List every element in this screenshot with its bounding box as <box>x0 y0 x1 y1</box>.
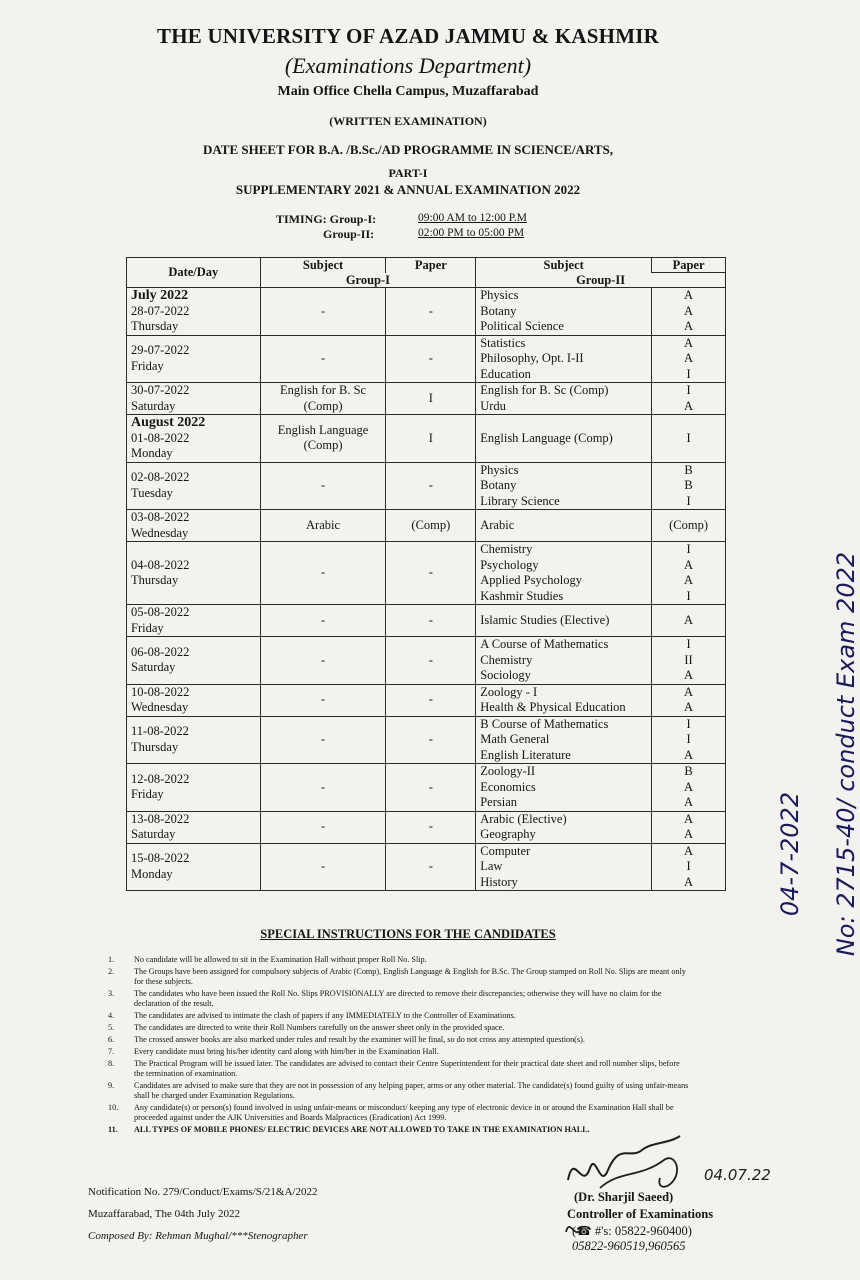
group2-subject: Sociology <box>480 668 531 682</box>
group1-subject: - <box>320 692 326 707</box>
group1-subject-cell <box>260 764 386 812</box>
table-row <box>127 462 726 510</box>
group2-paper: I <box>686 493 691 508</box>
group2-paper: I <box>686 732 691 746</box>
date-sheet-table <box>126 257 726 891</box>
instruction-number: 6. <box>108 1035 115 1044</box>
date-cell <box>127 335 261 383</box>
group2-subject: English Language (Comp) <box>480 430 613 445</box>
group1-subject-cell <box>260 605 386 637</box>
group2-subject: Political Science <box>480 319 564 333</box>
group1-subject: (Comp) <box>303 398 343 413</box>
date-value: 05-08-2022 <box>131 605 190 619</box>
instruction-number: 9. <box>108 1081 115 1090</box>
group1-subject: - <box>320 612 326 627</box>
date-value: 06-08-2022 <box>131 644 190 659</box>
group2-subject: Math General <box>480 732 550 746</box>
table-row <box>127 335 726 383</box>
timing-group1-label: TIMING: Group-I: <box>276 212 377 226</box>
group2-paper: A <box>684 779 694 794</box>
group2-paper-cell <box>652 415 726 463</box>
day-value: Monday <box>131 446 173 460</box>
timing-group2-label: Group-II: <box>323 227 375 241</box>
group2-paper: A <box>684 573 694 587</box>
group2-subject: Computer <box>480 843 531 858</box>
group2-paper: A <box>684 700 694 714</box>
group2-subject: Education <box>480 366 531 381</box>
group2-subject: B Course of Mathematics <box>480 716 609 731</box>
date-value: 10-08-2022 <box>131 684 190 699</box>
header-paper-group1: Paper <box>386 258 476 273</box>
controller-phone: (☎ #'s: 05822-960400) <box>572 1224 692 1238</box>
group1-paper-cell: - <box>386 716 476 764</box>
table-row <box>127 811 726 843</box>
month-label: July 2022 <box>131 288 189 303</box>
group2-paper: I <box>686 637 691 651</box>
group1-subject: - <box>320 565 326 580</box>
day-value: Wednesday <box>131 525 189 540</box>
table-row <box>127 637 726 685</box>
group2-paper-cell <box>652 843 726 891</box>
group2-paper-cell <box>652 684 726 716</box>
group2-subject-cell <box>476 335 652 383</box>
day-value: Friday <box>131 620 164 635</box>
group2-subject: Urdu <box>480 398 506 413</box>
date-cell <box>127 415 261 463</box>
day-value: Thursday <box>131 739 179 754</box>
group1-paper-cell: - <box>386 684 476 716</box>
instruction-text: The candidates are directed to write their Roll Numbers carefully on the answer sheet only in the provided space. <box>134 1023 505 1032</box>
group2-paper-cell <box>652 637 726 685</box>
controller-phone-alt: 05822-960519,960565 <box>572 1239 686 1253</box>
group2-paper: I <box>686 383 691 397</box>
table-row <box>127 605 726 637</box>
day-value: Friday <box>131 358 164 373</box>
date-cell <box>127 843 261 891</box>
group2-paper: A <box>684 303 694 318</box>
timing-group1-value: 09:00 AM to 12:00 P.M <box>418 212 527 224</box>
group2-subject-cell <box>476 288 652 336</box>
group2-subject-cell <box>476 843 652 891</box>
group2-subject: Botany <box>480 478 517 492</box>
group1-subject: - <box>320 652 326 667</box>
group2-paper-cell <box>652 605 726 637</box>
date-value: 13-08-2022 <box>131 811 190 826</box>
group2-paper: A <box>684 843 694 858</box>
group2-paper: I <box>686 430 691 445</box>
group2-subject: Arabic <box>480 517 515 532</box>
date-value: 01-08-2022 <box>131 430 190 445</box>
group1-subject: English Language <box>277 422 369 437</box>
instruction-item <box>108 967 690 987</box>
group2-paper-cell <box>652 462 726 510</box>
group2-paper-cell <box>652 288 726 336</box>
group1-subject-cell <box>260 510 386 542</box>
group2-paper: I <box>686 366 691 381</box>
date-value: 30-07-2022 <box>131 383 190 397</box>
date-value: 04-08-2022 <box>131 557 190 572</box>
group1-subject-cell <box>260 462 386 510</box>
instruction-item <box>108 1081 690 1101</box>
group2-subject: Health & Physical Education <box>480 700 626 714</box>
group1-subject-cell <box>260 716 386 764</box>
group2-subject: Zoology-II <box>480 764 536 778</box>
group1-subject-cell <box>260 811 386 843</box>
group2-subject: Islamic Studies (Elective) <box>480 612 610 627</box>
group1-paper-cell: (Comp) <box>386 510 476 542</box>
group2-paper: A <box>684 874 694 889</box>
group2-paper: A <box>684 335 694 350</box>
header-subject-group2: Subject <box>476 258 652 273</box>
group2-paper-cell <box>652 764 726 812</box>
group2-subject-cell <box>476 684 652 716</box>
group1-paper-cell: I <box>386 415 476 463</box>
signer-name: (Dr. Sharjil Saeed) <box>574 1190 674 1204</box>
group1-subject: - <box>320 819 326 834</box>
table-header-row <box>127 258 726 273</box>
group2-subject-cell <box>476 462 652 510</box>
header-date-day: Date/Day <box>127 258 261 288</box>
group2-paper: A <box>684 612 694 627</box>
group1-subject: - <box>320 303 326 318</box>
composed-by: Composed By: Rehman Mughal/***Stenographer <box>88 1230 308 1242</box>
table-row <box>127 288 726 336</box>
group2-subject: Philosophy, Opt. I-II <box>480 351 584 365</box>
day-value: Thursday <box>131 319 179 333</box>
date-value: 28-07-2022 <box>131 303 190 318</box>
header-group2: Group-II <box>476 273 726 288</box>
group2-subject: Economics <box>480 779 536 794</box>
date-value: 11-08-2022 <box>131 724 189 739</box>
group1-subject: Arabic <box>306 517 341 532</box>
group2-paper: I <box>686 716 691 731</box>
group2-paper: B <box>684 462 693 477</box>
group2-subject-cell <box>476 510 652 542</box>
date-value: 29-07-2022 <box>131 343 190 358</box>
table-row <box>127 843 726 891</box>
date-cell <box>127 288 261 336</box>
group1-subject: - <box>320 478 326 492</box>
date-cell <box>127 542 261 605</box>
group2-paper: B <box>684 478 693 492</box>
group2-paper-cell <box>652 335 726 383</box>
group2-subject: Psychology <box>480 557 539 572</box>
header-group1: Group-I <box>260 273 476 288</box>
group1-paper-cell: - <box>386 605 476 637</box>
group2-paper: I <box>686 542 691 556</box>
group2-paper: A <box>684 684 694 699</box>
table-row <box>127 383 726 415</box>
written-exam-label: (WRITTEN EXAMINATION) <box>329 114 487 128</box>
table-row <box>127 542 726 605</box>
group2-paper: A <box>684 319 694 333</box>
instruction-item <box>108 1023 690 1033</box>
instructions-list <box>108 955 690 1137</box>
department-title: (Examinations Department) <box>284 53 532 78</box>
group2-paper: A <box>684 398 694 413</box>
group1-subject: - <box>320 859 326 873</box>
day-value: Wednesday <box>131 700 189 714</box>
group2-paper: A <box>684 288 694 302</box>
instruction-item <box>108 1047 690 1057</box>
instruction-text: Candidates are advised to make sure that they are not in possession of any helping paper, arms or any other material. The candidate(s) found guilty of using unfair-means shall be charged under Examination Regulations. <box>134 1081 689 1100</box>
instruction-text: The Groups have been assigned for compulsory subjects of Arabic (Comp), English Language & English for B.Sc. The Group stamped on Roll No. Slips are meant only for these subjects. <box>134 967 686 986</box>
signature-mark <box>560 1130 700 1220</box>
group1-subject-cell <box>260 542 386 605</box>
day-value: Saturday <box>131 660 176 675</box>
instruction-text: Every candidate must bring his/her identity card along with him/her in the Examination Hall. <box>134 1047 439 1056</box>
group1-subject-cell <box>260 684 386 716</box>
instruction-number: 11. <box>108 1125 118 1134</box>
group2-paper-cell <box>652 716 726 764</box>
date-cell <box>127 637 261 685</box>
group2-subject: Persian <box>480 795 518 809</box>
group1-subject-cell <box>260 335 386 383</box>
group1-subject: English for B. Sc <box>279 383 367 397</box>
group1-paper-cell: - <box>386 843 476 891</box>
group2-subject: A Course of Mathematics <box>480 637 609 651</box>
month-label: August 2022 <box>131 415 206 430</box>
group2-paper: B <box>684 764 693 778</box>
group2-subject-cell <box>476 811 652 843</box>
group1-subject-cell <box>260 288 386 336</box>
group1-subject: - <box>320 351 326 365</box>
instruction-text: The candidates are advised to intimate the clash of papers if any IMMEDIATELY to the Controller of Examinations. <box>134 1011 516 1020</box>
group2-subject-cell <box>476 383 652 415</box>
date-value: 15-08-2022 <box>131 851 190 866</box>
table-row <box>127 764 726 812</box>
group2-paper-cell <box>652 510 726 542</box>
header-paper-group2: Paper <box>652 258 726 273</box>
instruction-number: 5. <box>108 1023 115 1032</box>
group2-subject-cell <box>476 415 652 463</box>
day-value: Saturday <box>131 398 176 413</box>
group2-subject: English Literature <box>480 747 571 762</box>
group1-paper-cell: - <box>386 462 476 510</box>
date-cell <box>127 684 261 716</box>
group1-paper-cell: - <box>386 288 476 336</box>
group2-subject: Arabic (Elective) <box>480 811 567 826</box>
group2-paper-cell <box>652 383 726 415</box>
date-cell <box>127 716 261 764</box>
group2-subject: Applied Psychology <box>480 573 582 587</box>
date-cell <box>127 811 261 843</box>
instruction-item <box>108 1011 690 1021</box>
day-value: Friday <box>131 787 164 802</box>
controller-title: Controller of Examinations <box>567 1207 714 1221</box>
group1-subject-cell <box>260 843 386 891</box>
group2-paper: I <box>686 588 691 603</box>
date-value: 12-08-2022 <box>131 771 190 786</box>
group1-paper-cell: - <box>386 811 476 843</box>
group2-paper: A <box>684 795 694 809</box>
instruction-text: ALL TYPES OF MOBILE PHONES/ ELECTRIC DEVICES ARE NOT ALLOWED TO TAKE IN THE EXAMINATION HALL. <box>134 1125 590 1134</box>
group2-subject: Library Science <box>480 493 560 508</box>
exam-session-title: SUPPLEMENTARY 2021 & ANNUAL EXAMINATION 2022 <box>235 182 581 197</box>
margin-date: 04-7-2022 <box>776 791 804 917</box>
group2-subject: Botany <box>480 303 517 318</box>
day-value: Tuesday <box>131 485 173 500</box>
day-value: Thursday <box>131 573 179 587</box>
table-row <box>127 415 726 463</box>
date-sheet-title: DATE SHEET FOR B.A. /B.Sc./AD PROGRAMME IN SCIENCE/ARTS, <box>202 142 614 157</box>
office-address: Main Office Chella Campus, Muzaffarabad <box>277 84 539 99</box>
place-date: Muzaffarabad, The 04th July 2022 <box>88 1208 241 1220</box>
table-body <box>127 288 726 891</box>
day-value: Saturday <box>131 827 176 841</box>
instruction-text: The crossed answer books are also marked under rules and result by the examiner will be final, so do not cross any attempted question(s). <box>134 1035 585 1044</box>
group1-paper-cell: - <box>386 542 476 605</box>
date-cell <box>127 383 261 415</box>
instruction-number: 10. <box>108 1103 119 1112</box>
instruction-item <box>108 1103 690 1123</box>
margin-note: No: 2715-40/ conduct Exam 2022 <box>832 551 860 957</box>
group2-subject: Physics <box>480 288 519 302</box>
group1-subject: - <box>320 779 326 794</box>
instruction-number: 2. <box>108 967 115 976</box>
instruction-number: 3. <box>108 989 115 998</box>
notification-number: Notification No. 279/Conduct/Exams/S/21&A/2022 <box>88 1186 318 1198</box>
table-row <box>127 684 726 716</box>
instruction-number: 7. <box>108 1047 115 1056</box>
part-label: PART-I <box>388 166 428 180</box>
group2-subject: Statistics <box>480 335 526 350</box>
group2-subject-cell <box>476 542 652 605</box>
date-cell <box>127 462 261 510</box>
header-subject-group1: Subject <box>260 258 386 273</box>
group2-subject: Chemistry <box>480 542 533 556</box>
group2-subject: Physics <box>480 462 519 477</box>
day-value: Monday <box>131 866 173 881</box>
group1-paper-cell: - <box>386 335 476 383</box>
group2-paper: (Comp) <box>669 517 708 532</box>
date-cell <box>127 510 261 542</box>
group2-subject-cell <box>476 637 652 685</box>
group2-paper-cell <box>652 542 726 605</box>
group1-subject-cell <box>260 415 386 463</box>
instruction-text: The Practical Program will be issued later. The candidates are advised to contact their Centre Superintendent for their practical date sheet and roll number slips, before the termination of examination. <box>134 1059 680 1078</box>
instruction-text: No candidate will be allowed to sit in the Examination Hall without proper Roll No. Slip. <box>134 955 427 964</box>
signature-date: 04.07.22 <box>704 1166 771 1184</box>
date-cell <box>127 764 261 812</box>
group2-paper: A <box>684 747 694 762</box>
instructions-heading: SPECIAL INSTRUCTIONS FOR THE CANDIDATES <box>260 927 556 941</box>
group2-paper: II <box>684 652 693 667</box>
timing-group2-value: 02:00 PM to 05:00 PM <box>418 227 525 239</box>
university-title: THE UNIVERSITY OF AZAD JAMMU & KASHMIR <box>157 24 659 48</box>
date-value: 03-08-2022 <box>131 510 190 524</box>
instruction-number: 8. <box>108 1059 115 1068</box>
group2-subject: Law <box>480 859 503 873</box>
group1-paper-cell: - <box>386 764 476 812</box>
table-row <box>127 716 726 764</box>
group2-subject-cell <box>476 764 652 812</box>
group2-paper: A <box>684 827 694 841</box>
instruction-text: Any candidate(s) or person(s) found involved in using unfair-means or misconduct/ keeping any type of electronic device in or around the Examination Hall shall be proceeded against under the AJK Universities and Boards Malpractices (Eradication) Act 1999. <box>134 1103 674 1122</box>
group2-subject: Zoology - I <box>480 684 538 699</box>
group1-subject-cell <box>260 383 386 415</box>
group2-subject: History <box>480 874 518 889</box>
group2-paper: A <box>684 351 694 365</box>
group1-subject: - <box>320 732 326 746</box>
group2-paper: A <box>684 668 694 682</box>
instruction-item <box>108 955 690 965</box>
instruction-number: 4. <box>108 1011 115 1020</box>
group2-paper: A <box>684 557 694 572</box>
group2-subject: Geography <box>480 827 536 841</box>
group2-subject: Chemistry <box>480 652 533 667</box>
group2-subject-cell <box>476 716 652 764</box>
date-value: 02-08-2022 <box>131 470 190 485</box>
instruction-item <box>108 1035 690 1045</box>
group2-paper: A <box>684 811 694 826</box>
group1-paper-cell: I <box>386 383 476 415</box>
group2-subject-cell <box>476 605 652 637</box>
instruction-number: 1. <box>108 955 115 964</box>
group2-subject: Kashmir Studies <box>480 588 564 603</box>
instruction-item <box>108 1059 690 1079</box>
table-row <box>127 510 726 542</box>
group2-paper-cell <box>652 811 726 843</box>
group1-subject-cell <box>260 637 386 685</box>
group1-subject: (Comp) <box>303 438 343 453</box>
group2-subject: English for B. Sc (Comp) <box>480 383 609 397</box>
group1-paper-cell: - <box>386 637 476 685</box>
instruction-text: The candidates who have been issued the Roll No. Slips PROVISIONALLY are directed to remove their discrepancies; otherwise they will have no claim for the declaration of the result. <box>134 989 662 1008</box>
date-cell <box>127 605 261 637</box>
group2-paper: I <box>686 859 691 873</box>
instruction-item <box>108 989 690 1009</box>
